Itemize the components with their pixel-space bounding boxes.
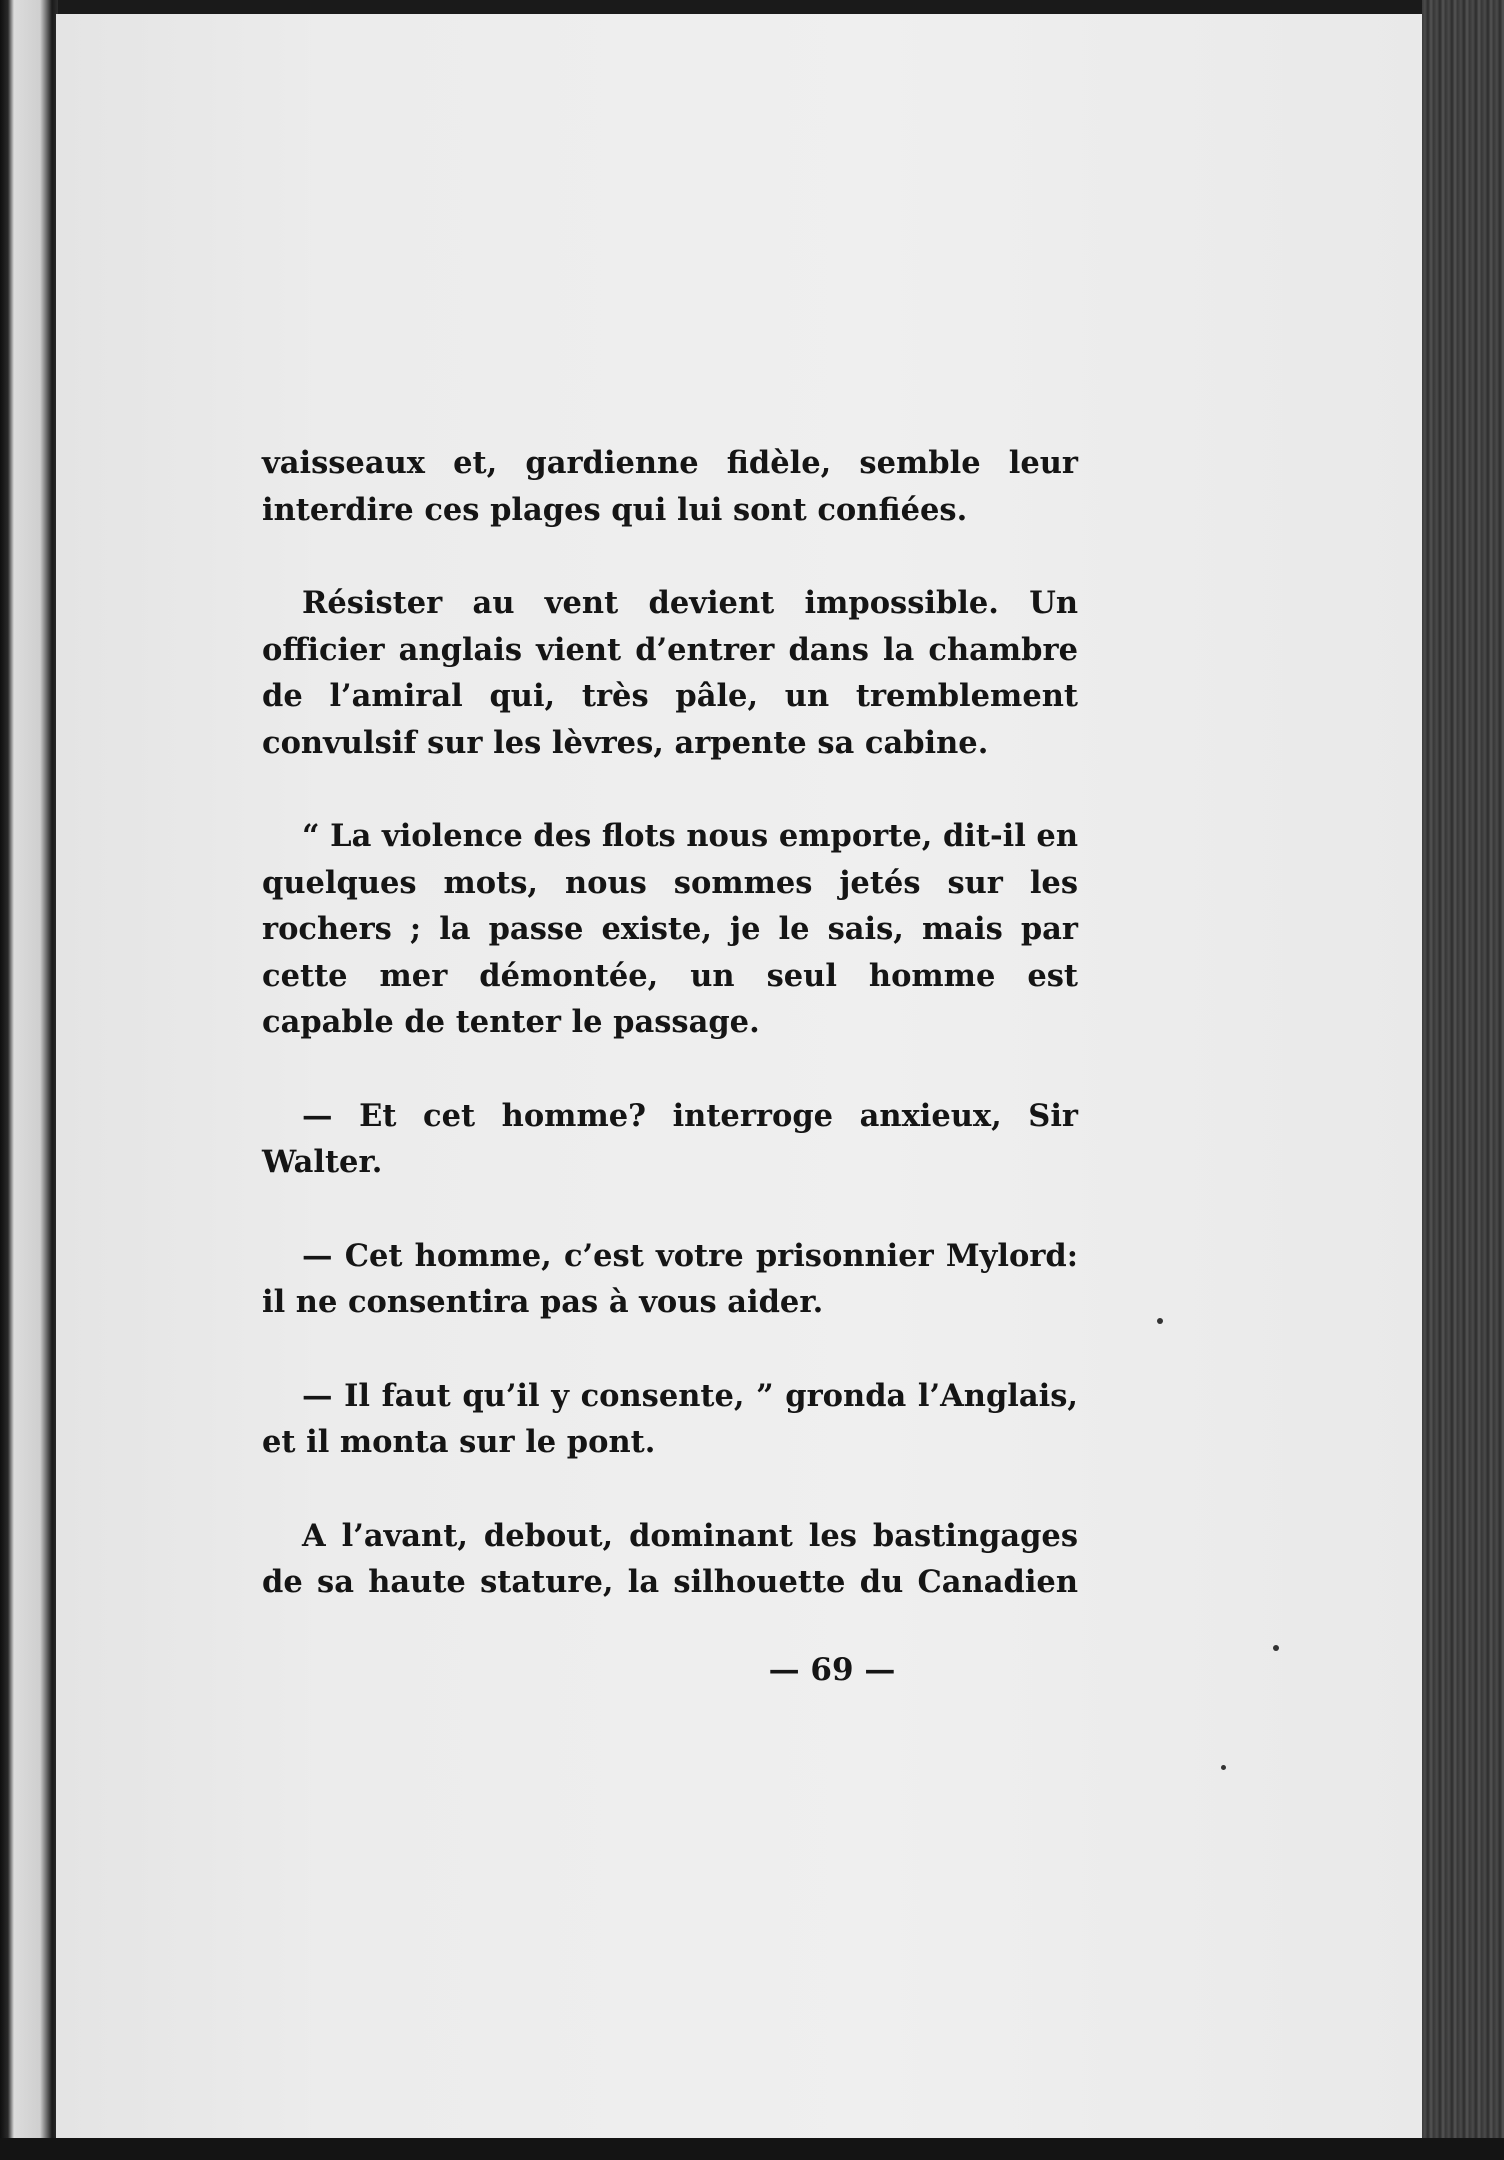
paragraph: “ La violence des flots nous emporte, dit-il en quelques mots, nous sommes jetés sur les rochers ; la passe existe, je le sais, mais par cette mer démontée, un seul homme est capable de tenter le passage. [262,818,1078,1040]
paragraph: vaisseaux et, gardienne fidèle, semble leur interdire ces plages qui lui sont confiées. [262,445,1078,528]
paragraph: Résister au vent devient impossible. Un officier anglais vient d’entrer dans la chambre de l’amiral qui, très pâle, un tremblement convulsif sur les lèvres, arpente sa cabine. [262,585,1078,761]
scan-top-border [0,0,1504,14]
paragraph: A l’avant, debout, dominant les bastingages de sa haute stature, la silhouette du Canadien [262,1517,1078,1600]
dust-speck [1221,1765,1226,1770]
left-page-edge [0,0,58,2160]
paragraph: — Il faut qu’il y consente, ” gronda l’Anglais, et il monta sur le pont. [262,1377,1078,1460]
dust-speck [1157,1318,1163,1324]
scan-bottom-border [0,2138,1504,2160]
page-number: — 69 — [768,1652,896,1688]
paragraph: — Et cet homme? interroge anxieux, Sir Walter. [262,1097,1078,1180]
book-spine-edge [1422,0,1504,2160]
dust-speck [1273,1645,1279,1651]
body-text [262,440,1078,1653]
paragraph: — Cet homme, c’est votre prisonnier Mylord: il ne consentira pas à vous aider. [262,1237,1078,1320]
